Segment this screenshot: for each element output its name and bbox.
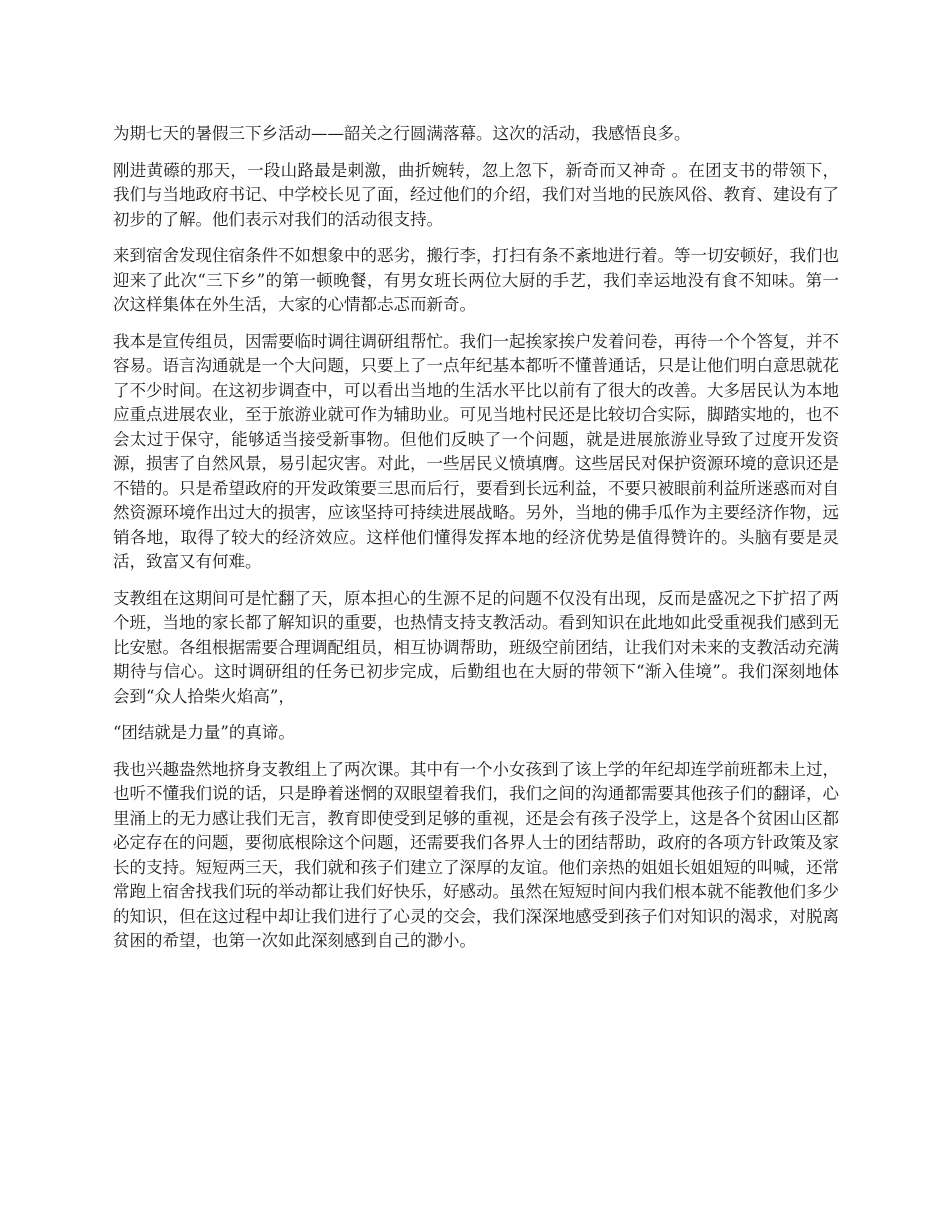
- paragraph-teaching-group: 支教组在这期间可是忙翻了天，原本担心的生源不足的问题不仅没有出现，反而是盛况之下扩招了两个班，当地的家长都了解知识的重要，也热情支持支教活动。看到知识在此地如此受重视我们感到无比安慰。各组根据需要合理调配组员，相互协调帮助，班级空前团结，让我们对未来的支教活动充满期待与信心。这时调研组的任务已初步完成，后勤组也在大厨的带领下“渐入佳境”。我们深刻地体会到“众人拾柴火焰高”，: [113, 588, 839, 706]
- paragraph-unity: “团结就是力量”的真谛。: [113, 723, 295, 742]
- paragraph-teaching-experience: 我也兴趣盎然地挤身支教组上了两次课。其中有一个小女孩到了该上学的年纪却连学前班都未上过，也听不懂我们说的话，只是睁着迷惘的双眼望着我们，我们之间的沟通都需要其他孩子们的翻译，心里涌上的无力感让我们无言，教育即使受到足够的重视，还是会有孩子没学上，这是各个贫困山区都必定存在的问题，要彻底根除这个问题，还需要我们各界人士的团结帮助，政府的各项方针政策及家长的支持。短短两三天，我们就和孩子们建立了深厚的友谊。他们亲热的姐姐长姐姐短的叫喊，还常常跑上宿舍找我们玩的举动都让我们好快乐，好感动。虽然在短短时间内我们根本就不能教他们多少的知识，但在这过程中却让我们进行了心灵的交会，我们深深地感受到孩子们对知识的渴求，对脱离贫困的希望，也第一次如此深刻感到自己的渺小。: [113, 759, 839, 950]
- document-body: [113, 122, 839, 966]
- paragraph-intro: 为期七天的暑假三下乡活动——韶关之行圆满落幕。这次的活动，我感悟良多。: [113, 124, 691, 143]
- paragraph-arrival: 刚进黄礤的那天，一段山路最是刺激，曲折婉转，忽上忽下，新奇而又神奇 。在团支书的带领下，我们与当地政府书记、中学校长见了面，经过他们的介绍，我们对当地的民族风俗、教育、建设有了初步的了解。他们表示对我们的活动很支持。: [113, 160, 839, 229]
- paragraph-dormitory: 来到宿舍发现住宿条件不如想象中的恶劣，搬行李，打扫有条不紊地进行着。等一切安顿好，我们也迎来了此次“三下乡”的第一顿晚餐，有男女班长两位大厨的手艺，我们幸运地没有食不知味。第一次这样集体在外生活，大家的心情都忐忑而新奇。: [113, 246, 839, 314]
- paragraph-survey: 我本是宣传组员，因需要临时调往调研组帮忙。我们一起挨家挨户发着问卷，再待一个个答复，并不容易。语言沟通就是一个大问题，只要上了一点年纪基本都听不懂普通话，只是让他们明白意思就花了不少时间。在这初步调查中，可以看出当地的生活水平比以前有了很大的改善。大多居民认为本地应重点进展农业，至于旅游业就可作为辅助业。可见当地村民还是比较切合实际，脚踏实地的，也不会太过于保守，能够适当接受新事物。但他们反映了一个问题，就是进展旅游业导致了过度开发资源，损害了自然风景，易引起灾害。对此，一些居民义愤填膺。这些居民对保护资源环境的意识还是不错的。只是希望政府的开发政策要三思而后行，要看到长远利益，不要只被眼前利益所迷惑而对自然资源环境作出过大的损害，应该坚持可持续进展战略。另外，当地的佛手瓜作为主要经济作物，远销各地，取得了较大的经济效应。这样他们懂得发挥本地的经济优势是值得赞许的。头脑有要是灵活，致富又有何难。: [113, 331, 839, 571]
